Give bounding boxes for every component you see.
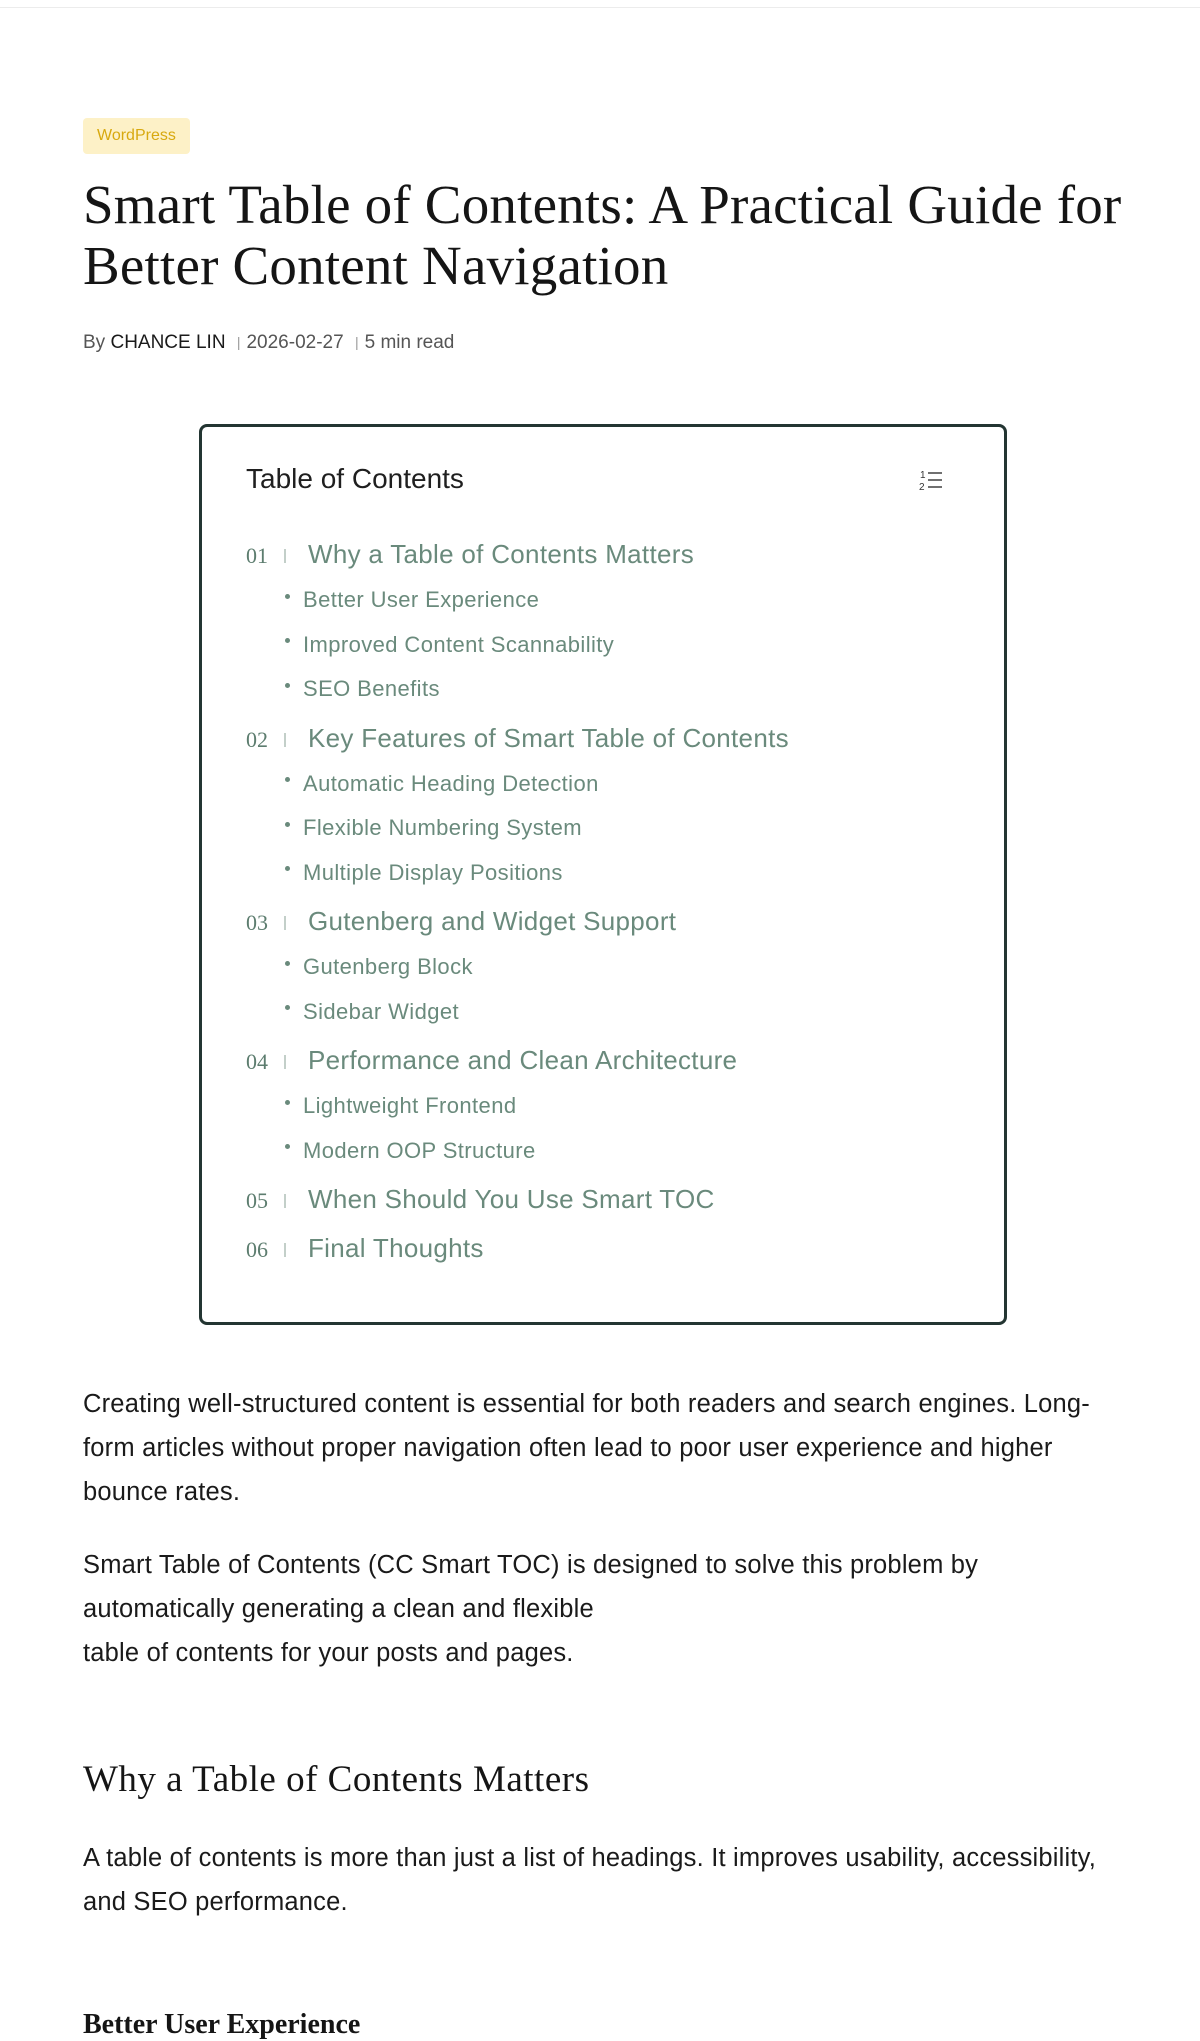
toc-item-divider xyxy=(284,1055,286,1069)
toc-item-number: 04 xyxy=(246,1049,268,1074)
bullet-icon xyxy=(285,866,290,871)
toc-item-number: 05 xyxy=(246,1188,268,1213)
toc-title: Table of Contents xyxy=(246,463,464,494)
toc-link[interactable]: Final Thoughts xyxy=(308,1233,484,1263)
toc-sublink[interactable]: Multiple Display Positions xyxy=(303,859,563,885)
toc-subitem xyxy=(285,815,582,841)
toc-sublink[interactable]: SEO Benefits xyxy=(303,676,440,701)
toc-sublink[interactable]: Modern OOP Structure xyxy=(303,1137,536,1163)
toc-link[interactable]: When Should You Use Smart TOC xyxy=(308,1184,715,1214)
section-paragraph: A table of contents is more than just a list of headings. It improves usability, accessibility, and SEO performance. xyxy=(83,1844,1097,1916)
toc-subitem xyxy=(285,1093,516,1119)
toc-subitem xyxy=(285,587,539,613)
toc-sublink[interactable]: Lightweight Frontend xyxy=(303,1093,517,1118)
bullet-icon xyxy=(285,1144,290,1149)
category-badge[interactable]: WordPress xyxy=(83,118,190,154)
toc-item-divider xyxy=(284,733,286,747)
toc-subitem xyxy=(285,860,563,886)
toc-subitem xyxy=(285,676,440,702)
toc-item xyxy=(246,906,676,937)
toc-item-divider xyxy=(284,1243,286,1257)
toc-item xyxy=(246,1233,484,1264)
toc-item-divider xyxy=(284,1194,286,1208)
toc-item xyxy=(246,1045,737,1076)
toc-sublink[interactable]: Better User Experience xyxy=(303,587,540,612)
section-heading: Why a Table of Contents Matters xyxy=(83,1759,590,1800)
post-date: 2026-02-27 xyxy=(246,332,344,353)
toc-item xyxy=(246,1184,715,1215)
toc-link[interactable]: Performance and Clean Architecture xyxy=(308,1045,738,1075)
toc-subitem xyxy=(285,954,473,980)
toc-subitem xyxy=(285,632,614,658)
toc-link[interactable]: Why a Table of Contents Matters xyxy=(308,539,694,569)
toc-sublink[interactable]: Sidebar Widget xyxy=(303,998,460,1024)
bullet-icon xyxy=(285,777,290,782)
bullet-icon xyxy=(285,1100,290,1105)
toc-sublink[interactable]: Improved Content Scannability xyxy=(303,631,615,657)
bullet-icon xyxy=(285,1005,290,1010)
table-of-contents xyxy=(199,424,1007,1325)
toc-sublink[interactable]: Automatic Heading Detection xyxy=(303,770,599,796)
bullet-icon xyxy=(285,822,290,827)
intro-paragraph: Creating well-structured content is essential for both readers and search engines. Long-form articles without proper navigation often lead to poor user experience and higher bounce rates. xyxy=(83,1390,1090,1506)
toc-item-number: 06 xyxy=(246,1237,268,1262)
meta-separator: | xyxy=(354,334,359,350)
toc-subitem xyxy=(285,771,599,797)
svg-text:1: 1 xyxy=(920,470,926,481)
toc-item xyxy=(246,723,789,754)
header-divider xyxy=(0,7,1200,8)
bullet-icon xyxy=(285,594,290,599)
toc-item xyxy=(246,539,694,570)
toc-item-number: 03 xyxy=(246,910,268,935)
bullet-icon xyxy=(285,683,290,688)
toc-item-number: 02 xyxy=(246,726,268,752)
read-time: 5 min read xyxy=(364,332,455,353)
toc-sublink[interactable]: Flexible Numbering System xyxy=(303,815,582,840)
svg-text:2: 2 xyxy=(919,482,925,493)
by-label: By xyxy=(83,332,106,353)
toc-item-number: 01 xyxy=(246,543,268,568)
toc-link[interactable]: Key Features of Smart Table of Contents xyxy=(308,722,789,753)
meta-separator: | xyxy=(236,334,241,350)
intro-paragraph-2 xyxy=(83,1543,1123,1675)
toc-link[interactable]: Gutenberg and Widget Support xyxy=(308,906,677,936)
toc-sublink[interactable]: Gutenberg Block xyxy=(303,954,473,979)
post-title: Smart Table of Contents: A Practical Guide for Better Content Navigation xyxy=(83,174,1122,296)
intro-paragraph-2-line-2: table of contents for your posts and pages. xyxy=(83,1639,574,1667)
intro-paragraph-2-line-1: Smart Table of Contents (CC Smart TOC) is designed to solve this problem by automatically generating a clean and flexible xyxy=(83,1551,979,1623)
subsection-heading: Better User Experience xyxy=(83,2009,361,2040)
post-meta xyxy=(83,332,454,354)
toc-item-divider xyxy=(284,916,286,930)
toc-item-divider xyxy=(284,549,286,563)
bullet-icon xyxy=(285,638,290,643)
author-link[interactable]: CHANCE LIN xyxy=(110,332,226,353)
toc-subitem xyxy=(285,1138,536,1164)
bullet-icon xyxy=(285,961,290,966)
toc-subitem xyxy=(285,999,459,1025)
numbered-list-icon[interactable] xyxy=(916,467,944,495)
